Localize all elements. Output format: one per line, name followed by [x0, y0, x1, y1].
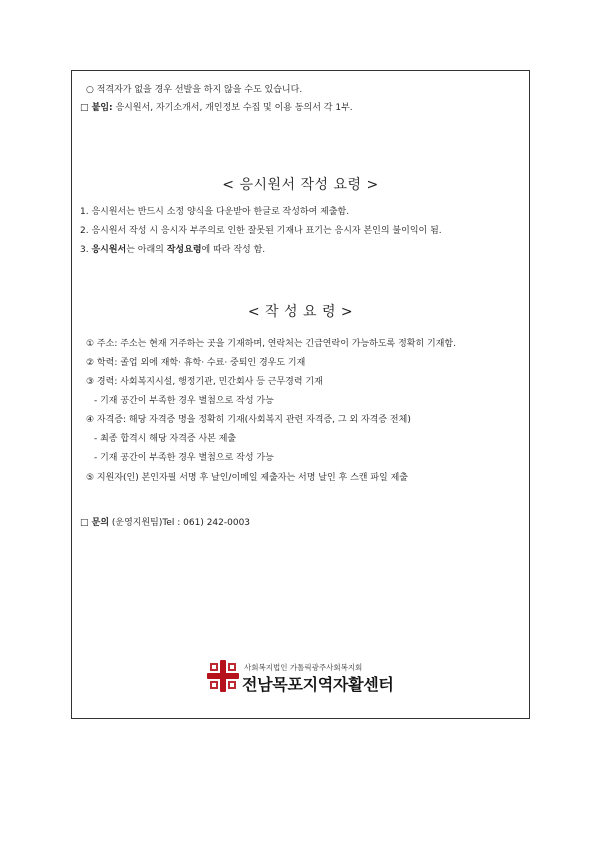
guide-item-3-prefix: 3.	[80, 245, 92, 255]
rule-career-note: - 기재 공간이 부족한 경우 별첨으로 작성 가능	[94, 396, 274, 406]
organization-logo	[206, 659, 394, 705]
rule-certificate-note-1: - 최종 합격시 해당 자격증 사본 제출	[94, 434, 237, 444]
guide-item-3-suffix: 에 따라 작성 함.	[201, 245, 266, 255]
guide-item-3-bold-rules: 작성요령	[166, 245, 202, 255]
rule-address: ① 주소: 주소는 현재 거주하는 곳을 기재하며, 연락처는 긴급연락이 가능하도록 정확히 기재함.	[86, 339, 456, 349]
rule-career: ③ 경력: 사회복지시설, 행정기관, 민간회사 등 근무경력 기재	[86, 377, 323, 387]
contact-line	[80, 517, 250, 529]
document-frame	[71, 70, 530, 719]
organization-name: 전남목포지역자활센터	[242, 675, 394, 694]
attachment-line	[80, 102, 353, 114]
attachment-label: □ 붙임:	[80, 103, 113, 113]
guide-item-3-mid: 는 아래의	[126, 245, 167, 255]
cross-emblem-icon	[206, 659, 240, 693]
notice-line: ○ 적격자가 없을 경우 선발을 하지 않을 수도 있습니다.	[86, 85, 303, 95]
guide-item-3-bold-application: 응시원서	[91, 245, 127, 255]
contact-text: (운영지원팀)Tel : 061) 242-0003	[109, 518, 251, 528]
rule-education: ② 학력: 졸업 외에 재학· 휴학· 수료· 중퇴인 경우도 기재	[86, 358, 306, 368]
guide-heading: < 응시원서 작성 요령 >	[222, 177, 379, 193]
guide-item-3	[80, 244, 265, 256]
guide-item-1: 1. 응시원서는 반드시 소정 양식을 다운받아 한글로 작성하여 제출함.	[80, 207, 350, 217]
contact-label: □ 문의	[80, 518, 110, 528]
rule-certificate-note-2: - 기재 공간이 부족한 경우 별첨으로 작성 가능	[94, 453, 274, 463]
rules-heading: < 작 성 요 령 >	[247, 304, 354, 320]
rule-signature: ⑤ 지원자(인) 본인자필 서명 후 날인/이메일 제출자는 서명 날인 후 스캔 파일 제출	[86, 473, 408, 483]
organization-subtitle: 사회복지법인 가톨릭광주사회복지회	[244, 663, 363, 672]
attachment-text: 응시원서, 자기소개서, 개인정보 수집 및 이용 동의서 각 1부.	[112, 103, 353, 113]
rule-certificate: ④ 자격증: 해당 자격증 명을 정확히 기재(사회복지 관련 자격증, 그 외 자격증 전체)	[86, 415, 411, 425]
guide-item-2: 2. 응시원서 작성 시 응시자 부주의로 인한 잘못된 기재나 표기는 응시자 본인의 불이익이 됨.	[80, 226, 442, 236]
